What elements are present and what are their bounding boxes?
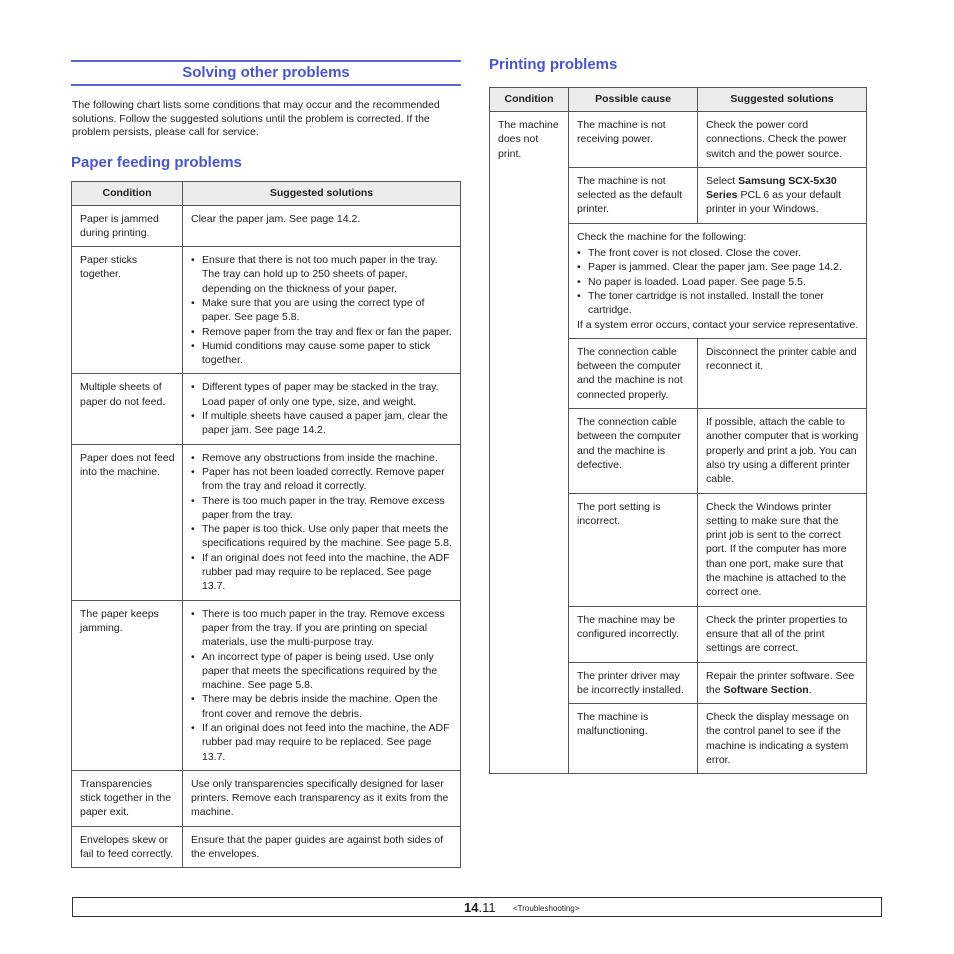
table-row	[72, 444, 461, 600]
table-row	[72, 247, 461, 374]
bullet-item: • Make sure that you are using the correct type of paper. See page 5.8.	[191, 296, 453, 325]
condition-cell: The machine does not print.	[490, 112, 569, 774]
condition-cell: Paper sticks together.	[72, 247, 183, 374]
cause-cell: The printer driver may be incorrectly installed.	[569, 662, 698, 704]
bullet-item: • Paper has not been loaded correctly. Remove paper from the tray and reload it correctly.	[191, 465, 453, 494]
solution-cell: Check the display message on the control panel to see if the machine is indicating a system error.	[698, 704, 867, 774]
condition-cell: Envelopes skew or fail to feed correctly.	[72, 826, 183, 868]
solution-cell: If possible, attach the cable to another computer that is working properly and print a job. You can also try using a different printer cable.	[698, 409, 867, 493]
solution-cell	[698, 167, 867, 223]
intro-paragraph: The following chart lists some conditions that may occur and the recommended solutions. Follow the suggested solutions until the problem is corrected. If the problem persists, please call for service.	[72, 99, 440, 138]
bullet-item: • No paper is loaded. Load paper. See page 5.5.	[577, 275, 859, 289]
page-footer	[72, 897, 882, 917]
condition-cell: Paper is jammed during printing.	[72, 205, 183, 247]
chapter-number: 14	[464, 900, 479, 915]
solution-cell	[698, 662, 867, 704]
solution-cell	[183, 444, 461, 600]
solution-cell: Use only transparencies specifically designed for laser printers. Remove each transparency as it exits from the machine.	[183, 770, 461, 826]
check-outro: If a system error occurs, contact your service representative.	[577, 318, 859, 331]
solution-bold-text: Software Section	[723, 683, 809, 696]
check-intro: Check the machine for the following:	[577, 230, 747, 243]
table-row	[72, 374, 461, 444]
table-row	[72, 205, 461, 247]
cause-cell: The machine is not receiving power.	[569, 112, 698, 168]
table-row	[72, 770, 461, 826]
solution-text: .	[808, 683, 812, 696]
paper-feeding-table	[71, 181, 461, 869]
bullet-item: • Paper is jammed. Clear the paper jam. See page 14.2.	[577, 260, 859, 274]
bullet-item: • Ensure that there is not too much paper in the tray. The tray can hold up to 250 sheets of paper, depending on the thickness of your paper.	[191, 253, 453, 296]
cause-cell: The connection cable between the computer and the machine is defective.	[569, 409, 698, 493]
solution-cell: Clear the paper jam. See page 14.2.	[183, 205, 461, 247]
bullet-item: • The paper is too thick. Use only paper that meets the specifications required by the machine. See page 5.8.	[191, 522, 453, 551]
condition-cell: Paper does not feed into the machine.	[72, 444, 183, 600]
bullet-item: • Humid conditions may cause some paper to stick together.	[191, 339, 453, 368]
left-column	[71, 60, 461, 868]
solution-text: Select	[706, 174, 739, 187]
bullet-item: • There is too much paper in the tray. Remove excess paper from the tray. If you are printing on special materials, use the multi-purpose tray.	[191, 607, 453, 650]
bullet-list	[191, 451, 453, 594]
solution-cell	[183, 600, 461, 770]
solution-cell: Check the power cord connections. Check the power switch and the power source.	[698, 112, 867, 168]
solution-cell	[183, 247, 461, 374]
bullet-list	[191, 607, 453, 764]
bullet-list	[191, 380, 453, 437]
solution-cell: Disconnect the printer cable and reconnect it.	[698, 338, 867, 408]
cause-cell: The port setting is incorrect.	[569, 493, 698, 606]
solution-cell: Ensure that the paper guides are against both sides of the envelopes.	[183, 826, 461, 868]
bullet-item: • An incorrect type of paper is being used. Use only paper that meets the specifications required by the machine. See page 5.8.	[191, 650, 453, 693]
bullet-item: • The toner cartridge is not installed. Install the toner cartridge.	[577, 289, 859, 318]
bullet-item: • Remove paper from the tray and flex or fan the paper.	[191, 325, 453, 339]
bullet-item: • Different types of paper may be stacked in the tray. Load paper of only one type, size, and weight.	[191, 380, 453, 409]
cause-cell: The machine is not selected as the default printer.	[569, 167, 698, 223]
solution-cell	[183, 374, 461, 444]
bullet-item: • If multiple sheets have caused a paper jam, clear the paper jam. See page 14.2.	[191, 409, 453, 438]
bullet-item: • Remove any obstructions from inside the machine.	[191, 451, 453, 465]
paper-feeding-title: Paper feeding problems	[71, 153, 242, 171]
bullet-item: • The front cover is not closed. Close the cover.	[577, 246, 859, 260]
solution-cell: Check the printer properties to ensure that all of the print settings are correct.	[698, 606, 867, 662]
solution-cell: Check the Windows printer setting to make sure that the print job is sent to the correct port. If the computer has more than one port, make sure that the machine is attached to the correct one.	[698, 493, 867, 606]
solution-bold-text: Samsung SCX-5x30 Series	[706, 174, 837, 202]
condition-cell: The paper keeps jamming.	[72, 600, 183, 770]
right-column	[489, 56, 867, 774]
page-sub-number: .11	[478, 900, 496, 915]
bullet-list	[577, 246, 859, 317]
printing-problems-table	[489, 87, 867, 774]
cause-cell: The machine may be configured incorrectly.	[569, 606, 698, 662]
bullet-item: • If an original does not feed into the machine, the ADF rubber pad may require to be replaced. See page 13.7.	[191, 721, 453, 764]
chapter-label: <Troubleshooting>	[513, 904, 580, 913]
bullet-item: • There may be debris inside the machine. Open the front cover and remove the debris.	[191, 692, 453, 721]
page-number	[464, 900, 496, 915]
header-suggested-solutions: Suggested solutions	[698, 88, 867, 112]
section-title: Solving other problems	[71, 60, 461, 86]
header-condition: Condition	[490, 88, 569, 112]
header-possible-cause: Possible cause	[569, 88, 698, 112]
bullet-list	[191, 253, 453, 367]
printing-problems-title: Printing problems	[489, 56, 618, 73]
cause-cell: The connection cable between the computer and the machine is not connected properly.	[569, 338, 698, 408]
merged-solution-cell	[569, 223, 867, 338]
header-condition: Condition	[72, 181, 183, 205]
header-suggested-solutions: Suggested solutions	[183, 181, 461, 205]
table-row	[490, 112, 867, 168]
solution-text: PCL 6 as your default printer in your Windows.	[706, 189, 842, 216]
cause-cell: The machine is malfunctioning.	[569, 704, 698, 774]
table-row	[72, 600, 461, 770]
condition-cell: Multiple sheets of paper do not feed.	[72, 374, 183, 444]
condition-cell: Transparencies stick together in the paper exit.	[72, 770, 183, 826]
bullet-item: • If an original does not feed into the machine, the ADF rubber pad may require to be replaced. See page 13.7.	[191, 551, 453, 594]
bullet-item: • There is too much paper in the tray. Remove excess paper from the tray.	[191, 494, 453, 523]
table-row	[72, 826, 461, 868]
solution-text: Repair the printer software. See the	[706, 669, 855, 696]
